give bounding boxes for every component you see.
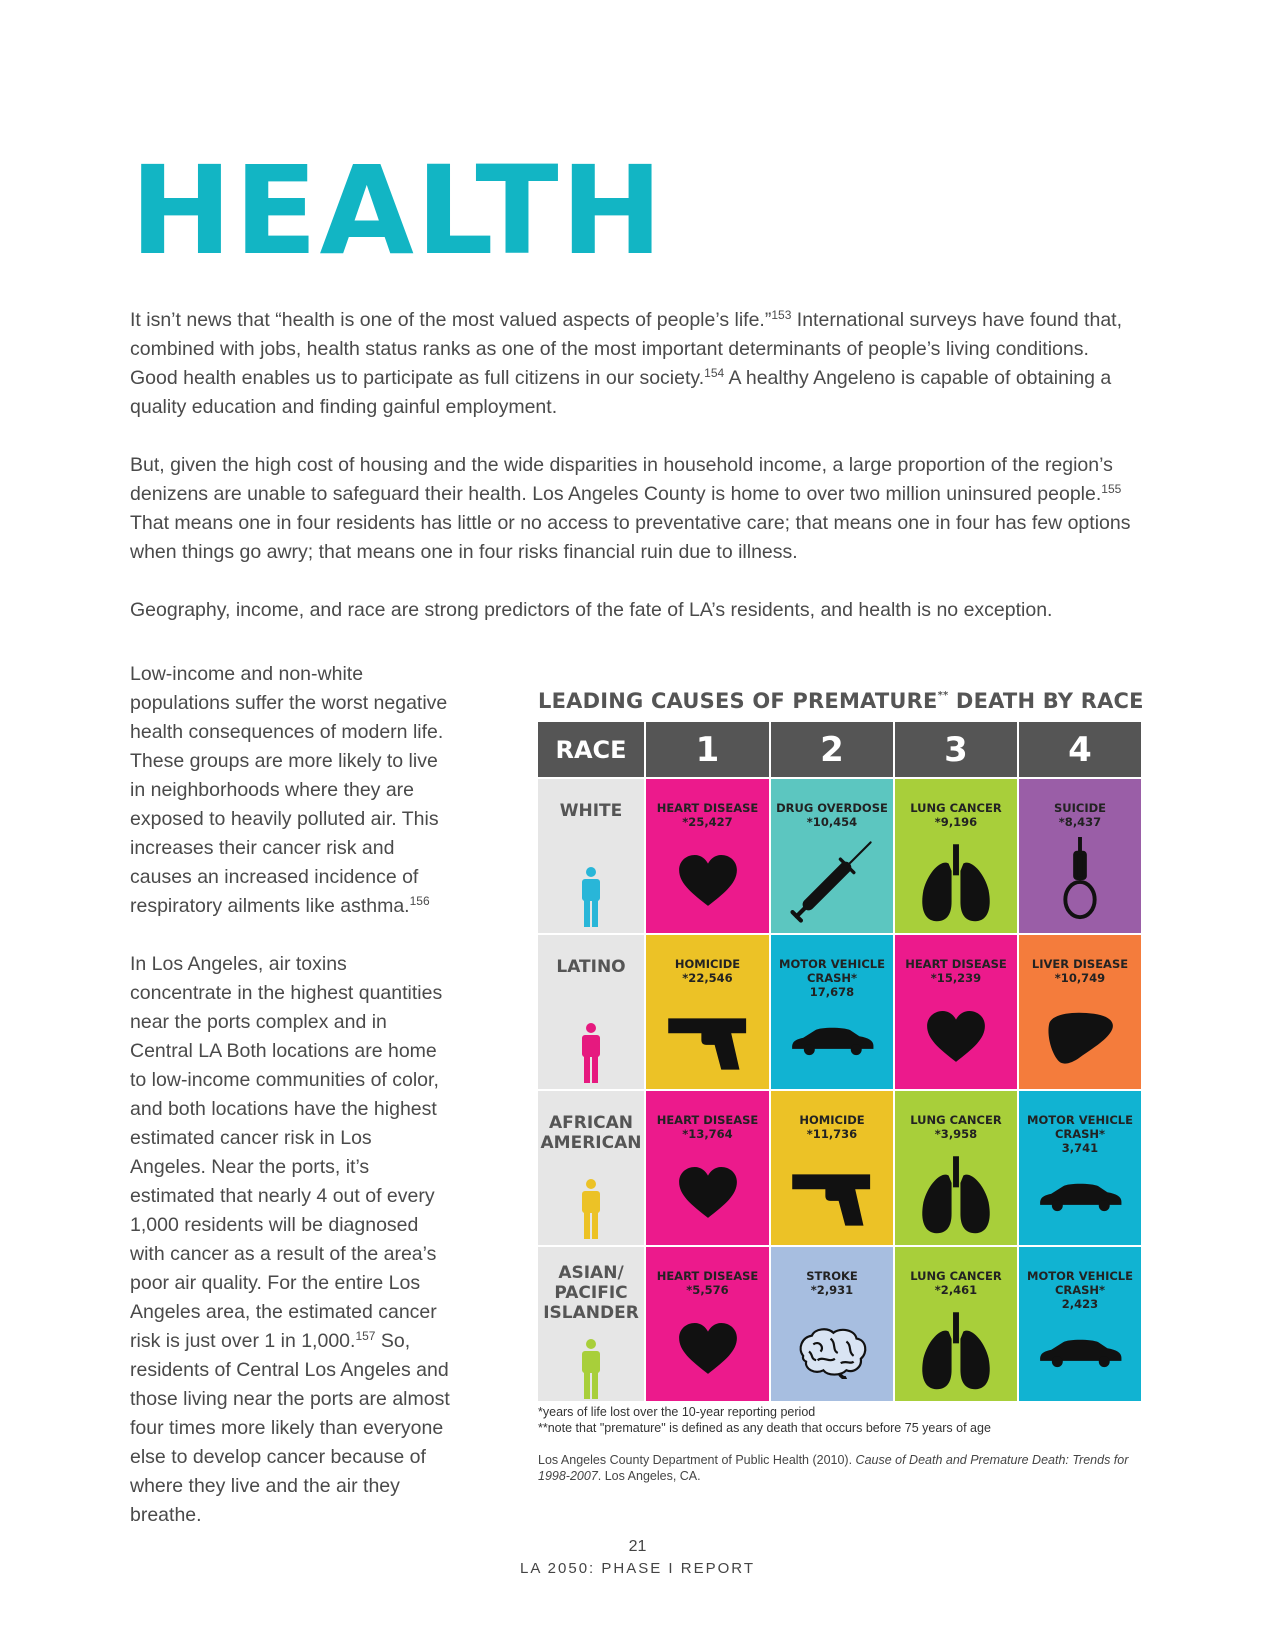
- cause-cell: [771, 935, 893, 1089]
- footnote-ref: 154: [704, 366, 725, 380]
- race-asian-pacific-islander: [538, 1247, 644, 1401]
- header-rank-3: 3: [895, 722, 1017, 777]
- person-icon: [578, 1179, 604, 1239]
- person-icon: [578, 1023, 604, 1083]
- cause-cell: [646, 1247, 769, 1401]
- causes-of-death-table: [538, 722, 1138, 1403]
- gun-icon: [666, 1015, 750, 1073]
- side-paragraph-1: Low-income and non-white populations suffer the worst negative health consequences of modern life. These groups are more likely to live in neighborhoods where they are exposed to heavily polluted air. This increases their cancer risk and causes an increased incidence of respiratory ailments like asthma.$^{156}$: [130, 663, 448, 917]
- note-ypll: *years of life lost over the 10-year reporting period: [538, 1405, 816, 1419]
- cause-cell: [895, 1247, 1017, 1401]
- cause-cell: [771, 1091, 893, 1245]
- cause-label: MOTOR VEHICLE CRASH* 2,423: [1027, 1269, 1133, 1311]
- noose-icon: [1060, 837, 1100, 925]
- cause-cell: [895, 1091, 1017, 1245]
- race-white: [538, 779, 644, 933]
- lungs-icon: [919, 1151, 993, 1237]
- footnote-ref: 156: [409, 894, 430, 908]
- car-icon: [1037, 1337, 1123, 1369]
- cause-cell: [771, 1247, 893, 1401]
- race-latino: [538, 935, 644, 1089]
- intro-text: [130, 306, 1140, 654]
- cause-cell: [1019, 1091, 1141, 1245]
- page-number: 21: [628, 1538, 647, 1555]
- heart-icon: [927, 1011, 985, 1063]
- intro-paragraph-2: But, given the high cost of housing and the wide disparities in household income, a large proportion of the region’s denizens are unable to safeguard their health. Los Angeles County is home to over two million uninsured people.$^{155}$ That means one in four residents has little or no access to preventative care; that means one in four has few options when things go awry; that means one in four risks financial ruin due to illness.: [130, 454, 1131, 563]
- gun-icon: [790, 1171, 874, 1229]
- cause-label: STROKE *2,931: [806, 1269, 858, 1297]
- lungs-icon: [919, 1307, 993, 1393]
- cause-label: LUNG CANCER *3,958: [910, 1113, 1002, 1141]
- car-icon: [1037, 1181, 1123, 1213]
- header-rank-1: 1: [646, 722, 769, 777]
- cause-label: HEART DISEASE *5,576: [656, 1269, 759, 1297]
- intro-paragraph-3: Geography, income, and race are strong predictors of the fate of LA’s residents, and health is no exception.: [130, 599, 1053, 621]
- cause-cell: [1019, 935, 1141, 1089]
- header-rank-2: 2: [771, 722, 893, 777]
- heart-icon: [679, 1323, 737, 1375]
- race-label: LATINO: [556, 957, 626, 977]
- person-icon: [578, 867, 604, 927]
- car-icon: [789, 1025, 875, 1057]
- cause-label: HOMICIDE *11,736: [799, 1113, 865, 1141]
- cause-cell: [895, 935, 1017, 1089]
- cause-label: HEART DISEASE *25,427: [656, 801, 759, 829]
- brain-icon: [796, 1327, 868, 1379]
- cause-cell: [771, 779, 893, 933]
- chart-title: LEADING CAUSES OF PREMATURE** DEATH BY RACE: [538, 689, 1144, 713]
- cause-cell: [646, 1091, 769, 1245]
- cause-cell: [895, 779, 1017, 933]
- cause-cell: [646, 935, 769, 1089]
- chart-notes: [538, 1404, 991, 1436]
- liver-icon: [1045, 1011, 1115, 1067]
- side-paragraph-2: In Los Angeles, air toxins concentrate in the highest quantities near the ports complex and in Central LA Both locations are home to low-income communities of color, and both locations have the highest estimated cancer risk in Los Angeles. Near the ports, it’s estimated that nearly 4 out of every 1,000 residents will be diagnosed with cancer as a result of the area’s poor air quality. For the entire Los Angeles area, the estimated cancer risk is just over 1 in 1,000.$^{157}$ So, residents of Central Los Angeles and those living near the ports are almost four times more likely than everyone else to develop cancer because of where they live and the air they breathe.: [130, 953, 450, 1526]
- cause-label: DRUG OVERDOSE *10,454: [776, 801, 888, 829]
- race-label: WHITE: [559, 801, 623, 821]
- side-text: [130, 660, 450, 1559]
- cause-label: HEART DISEASE *15,239: [905, 957, 1007, 985]
- race-african-american: [538, 1091, 644, 1245]
- race-label: ASIAN/ PACIFIC ISLANDER: [543, 1263, 639, 1323]
- heart-icon: [679, 855, 737, 907]
- cause-cell: [646, 779, 769, 933]
- header-race: RACE: [538, 722, 644, 777]
- syringe-icon: [790, 839, 874, 923]
- cause-label: HOMICIDE *22,546: [674, 957, 741, 985]
- cause-label: SUICIDE *8,437: [1053, 801, 1107, 829]
- person-icon: [578, 1339, 604, 1399]
- page-title: HEALTH: [130, 140, 665, 282]
- lungs-icon: [919, 839, 993, 925]
- cause-label: LUNG CANCER *9,196: [910, 801, 1002, 829]
- cause-label: HEART DISEASE *13,764: [656, 1113, 759, 1141]
- cause-label: MOTOR VEHICLE CRASH* 3,741: [1027, 1113, 1133, 1155]
- cause-label: LUNG CANCER *2,461: [910, 1269, 1002, 1297]
- note-premature: **note that "premature" is defined as any death that occurs before 75 years of age: [538, 1421, 991, 1435]
- footnote-ref: 157: [355, 1329, 376, 1343]
- heart-icon: [679, 1167, 737, 1219]
- cause-label: LIVER DISEASE *10,749: [1031, 957, 1129, 985]
- cause-cell: [1019, 779, 1141, 933]
- cause-cell: [1019, 1247, 1141, 1401]
- footer-report-title: LA 2050: PHASE I REPORT: [520, 1560, 755, 1577]
- chart-source: Los Angeles County Department of Public Health (2010). Cause of Death and Premature Death: Trends for 1998-2007. Los Angeles, CA.: [538, 1453, 1129, 1483]
- footnote-ref: 155: [1101, 482, 1122, 496]
- footnote-ref: 153: [771, 308, 792, 322]
- race-label: AFRICAN AMERICAN: [540, 1113, 642, 1153]
- intro-paragraph-1: It isn’t news that “health is one of the most valued aspects of people’s life.”$^{153}$ International surveys have found that, combined with jobs, health status ranks as one of the most important determinants of people’s living conditions. Good health enables us to participate as full citizens in our society.$^{154}$ A healthy Angeleno is capable of obtaining a quality education and finding gainful employment.: [130, 308, 1122, 418]
- cause-label: MOTOR VEHICLE CRASH* 17,678: [779, 957, 885, 999]
- header-rank-4: 4: [1019, 722, 1141, 777]
